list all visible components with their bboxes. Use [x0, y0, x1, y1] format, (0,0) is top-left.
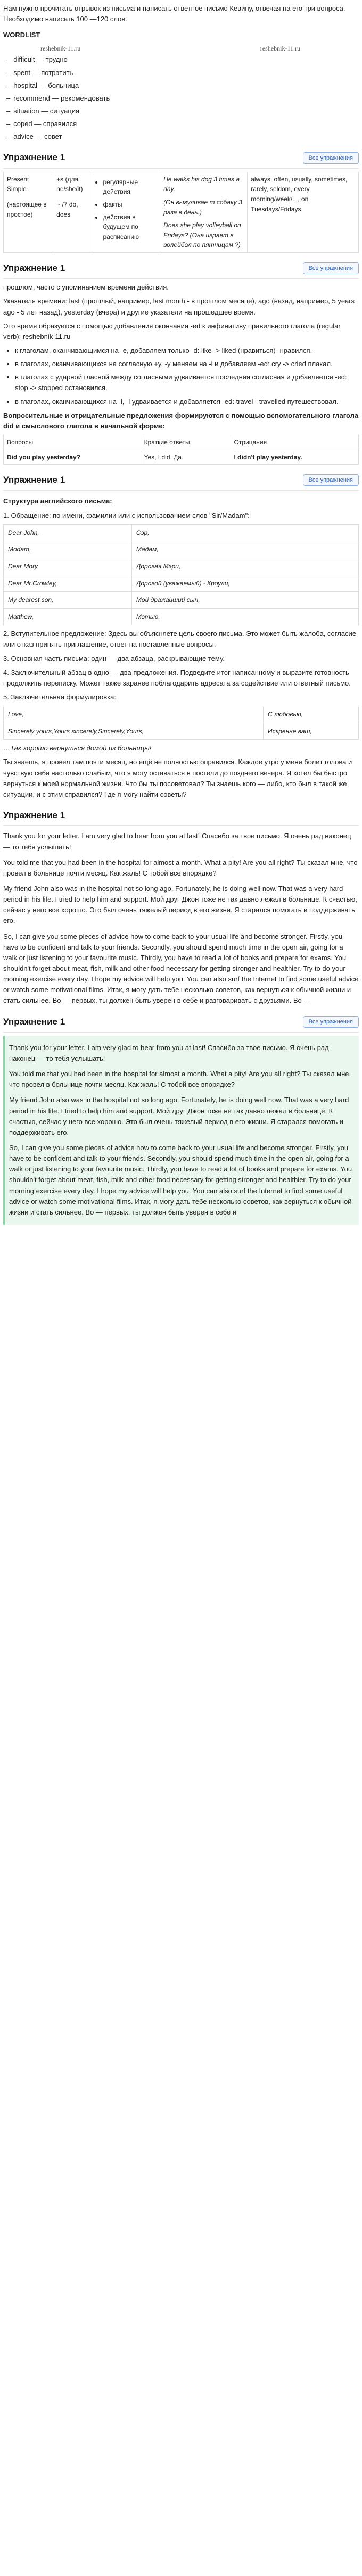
rule-item: • в глаголах, оканчивающихся на согласную +y, -y меняем на -i и добавляем -ed: cry -> cried плакал.: [15, 359, 359, 369]
watermark: reshebnik-11.ru: [260, 45, 300, 53]
vocab-item: – difficult — трудно: [6, 54, 359, 65]
table-header: Отрицания: [231, 435, 358, 450]
tense-name-cell: [4, 172, 53, 252]
task-text: Ты знаешь, я провел там почти месяц, но ещё не полностью оправился. Каждое утро у меня болит голова и чувствую себя настолько слабым, что я могу оставаться в постели до позднего вечера. Я хотел бы быстро вернуться к моей нормальной жизни. Что бы ты посоветовал? Ты знаешь кого — либо, кто был в такой же ситуации, и с этим справился? Где я могу найти советы?: [3, 758, 352, 798]
table-cell: Мадам,: [131, 541, 358, 558]
tense-example: He walks his dog 3 times a day.: [163, 175, 240, 193]
exercise-header: [3, 470, 359, 491]
all-exercises-button[interactable]: Все упражнения: [303, 152, 359, 164]
structure-item: 1. Обращение: по имени, фамилии или с использованием слов "Sir/Madam":: [3, 511, 250, 519]
letter-paragraph: So, I can give you some pieces of advice how to come back to your usual life and become stronger. Firstly, you have to be confident and talk to your friends. Secondly, you should spend much time in the open air, going for a walk or just listening to your favourite music. Thirdly, you have to read a lot of books and prepare for exams. You shouldn't forget about meat, fish, milk and other food necessary for getting stronger and healthier. Try to do your morning exercise every day. I hope my advice will help you. You can also surf the Internet to find some useful advice or watch some motivational films. Итак, я могу дать тебе несколько советов, как вернуться к обычной жизни и стать сильнее. Во — первых, ты должен быть уверен в себе и разговаривать с друзьями. Во —: [3, 932, 359, 1005]
table-cell: Sincerely yours,Yours sincerely,Sincerely,Yours,: [4, 723, 264, 740]
exercise-title: Упражнение 1: [3, 810, 65, 821]
tense-usage: • факты: [103, 200, 157, 210]
tense-example: (Он выгуливае т собаку 3 раза в день.): [163, 198, 242, 216]
tense-examples-cell: [160, 172, 248, 252]
tense-name-ru: (настоящее в простое): [7, 200, 47, 218]
table-header: Вопросы: [4, 435, 141, 450]
exercise-header: [3, 805, 359, 826]
table-cell: Did you play yesterday?: [4, 450, 141, 465]
vocab-item: – hospital — больница: [6, 80, 359, 91]
table-cell: С любовью,: [263, 706, 358, 723]
all-exercises-button[interactable]: Все упражнения: [303, 262, 359, 274]
structure-title: Структура английского письма:: [3, 497, 112, 506]
tense-usage-cell: [92, 172, 160, 252]
letter-paragraph: You told me that you had been in the hospital for almost a month. What a pity! Are you all right? Ты сказал мне, что провел в больнице почти месяц. Как жаль! С тобой все впорядке?: [9, 1070, 351, 1089]
exercise-title: Упражнение 1: [3, 1016, 65, 1027]
past-simple-intro: прошлом, часто с упоминанием времени действия.: [3, 283, 169, 292]
rule-item: • в глаголах с ударной гласной между согласными удваивается последняя согласная и добавляется -ed: stop -> stopped остановился.: [15, 372, 359, 393]
intro-text: Нам нужно прочитать отрывок из письма и написать ответное письмо Кевину, отвечая на его три вопроса. Необходимо написать 100 —120 слов.: [3, 4, 345, 23]
letter-paragraph: My friend John also was in the hospital not so long ago. Fortunately, he is doing well now. That was a very hard period in his life. I tried to help him and support. Мой друг Джон тоже не так давно лежал в больнице. К счастью, сейчас у него все хорошо. Это был очень тяжелый период в его жизни. Я старался помогать и поддерживать его.: [3, 884, 357, 925]
table-cell: Love,: [4, 706, 264, 723]
table-cell: Modam,: [4, 541, 132, 558]
letter-paragraph: So, I can give you some pieces of advice how to come back to your usual life and become stronger. Firstly, you have to be confident and talk to your friends. Secondly, you should spend much time in the open air, going for a walk or just listening to your favourite music. Thirdly, you have to read a lot of books and prepare for exams. You shouldn't forget about meat, fish, milk and other food necessary for getting stronger and healthier. Try to do your morning exercise every day. I hope my advice will help you. You can also surf the Internet to find some useful advice or watch some motivational films. Итак, я могу дать тебе несколько советов, как вернуться к обычной жизни и стать сильнее. Во — первых, ты должен быть уверен в себе и: [9, 1143, 352, 1216]
page: [0, 0, 362, 1225]
table-header: Краткие ответы: [141, 435, 231, 450]
tense-markers-cell: [248, 172, 359, 252]
exercise-title: Упражнение 1: [3, 262, 65, 273]
exercise-header: [3, 147, 359, 168]
table-cell: Дорогая Мэри,: [131, 558, 358, 575]
vocab-item: – advice — совет: [6, 131, 359, 142]
vocab-item: – spent — потратить: [6, 68, 359, 78]
letter-paragraph: You told me that you had been in the hospital for almost a month. What a pity! Are you all right? Ты сказал мне, что провел в больнице почти месяц. Как жаль! С тобой все впорядке?: [3, 858, 358, 877]
wordlist-title: WORDLIST: [3, 31, 40, 39]
letter-paragraph: Thank you for your letter. I am very glad to hear from you at last! Спасибо за твое письмо. Я очень рад наконец — то тебя услышать!: [3, 832, 351, 851]
table-cell: Matthew,: [4, 608, 132, 625]
tense-table: [3, 172, 359, 253]
rule-item: • к глаголам, оканчивающимся на -e, добавляем только -d: like -> liked (нравиться)- нравился.: [15, 345, 359, 356]
past-simple-form: Это время образуется с помощью добавления окончания -ed к инфинитиву правильного глагола (regular verb): reshebnik-11.ru: [3, 321, 341, 341]
vocab-item: – recommend — рекомендовать: [6, 93, 359, 104]
table-cell: My dearest son,: [4, 592, 132, 609]
tense-form-cell: [53, 172, 92, 252]
table-cell: Дорогой (уважаемый)~ Кроули,: [131, 575, 358, 592]
table-cell: I didn't play yesterday.: [231, 450, 358, 465]
vocab-item: – coped — справился: [6, 119, 359, 129]
watermark-row: [3, 44, 359, 52]
past-simple-questions: Вопросительные и отрицательные предложения формируются с помощью вспомогательного глагола did и смыслового глагола в начальной форме:: [3, 411, 359, 430]
task-quote: …Так хорошо вернуться домой из больницы!: [3, 744, 152, 753]
vocab-item: – situation — ситуация: [6, 106, 359, 117]
tense-markers: always, often, usually, sometimes, rarely, seldom, every morning/week/..., on Tuesdays/Fridays: [251, 175, 348, 213]
table-cell: Искренне ваш,: [263, 723, 358, 740]
letter-answer-highlighted: [3, 1036, 359, 1225]
letter-answer: [3, 831, 359, 1006]
tense-form: +s (для he/she/it): [56, 175, 83, 193]
all-exercises-button[interactable]: Все упражнения: [303, 474, 359, 486]
structure-item: 5. Заключительная формулировка:: [3, 693, 116, 701]
table-cell: Cэр,: [131, 524, 358, 541]
rule-item: • в глаголах, оканчивающихся на -l, -l удваивается и добавляется -ed: travel - travelled путешествовал.: [15, 397, 359, 407]
table-cell: Dear Mory,: [4, 558, 132, 575]
closing-table: [3, 706, 359, 740]
past-simple-rules: [3, 345, 359, 407]
tense-usage: • действия в будущем по расписанию: [103, 212, 157, 242]
structure-item: 3. Основная часть письма: один — два абзаца, раскрывающие тему.: [3, 654, 225, 663]
letter-paragraph: Thank you for your letter. I am very glad to hear from you at last! Спасибо за твое письмо. Я очень рад наконец — то тебя услышать!: [9, 1043, 329, 1062]
structure-list: [3, 510, 359, 740]
tense-usage: • регулярные действия: [103, 177, 157, 197]
exercise-title: Упражнение 1: [3, 475, 65, 485]
past-simple-markers: Указателя времени: last (прошлый, например, last month - в прошлом месяце), ago (назад, например, 5 years ago - 5 лет назад), yesterday (вчера) и другие указатели на прошедшее время.: [3, 297, 355, 316]
structure-item: 2. Вступительное предложение: Здесь вы объясняете цель своего письма. Это может быть жалоба, согласие или отказ принять приглашение, ответ на поставленные вопросы.: [3, 630, 357, 649]
all-exercises-button[interactable]: Все упражнения: [303, 1016, 359, 1028]
vocab-list: [3, 54, 359, 142]
watermark: reshebnik-11.ru: [40, 45, 81, 53]
questions-table: [3, 435, 359, 465]
structure-item: 4. Заключительный абзац в одно — два предложения. Подведите итог написанному и выразите готовность продолжить переписку. Может также заранее поблагодарить адресата за содействие или ответный письмо.: [3, 668, 351, 687]
tense-example: Does she play volleyball on Fridays? (Она играет в волейбол по пятницам ?): [163, 221, 241, 249]
table-cell: Мэтью,: [131, 608, 358, 625]
table-cell: Dear Mr.Crowley,: [4, 575, 132, 592]
exercise-title: Упражнение 1: [3, 152, 65, 163]
table-cell: Yes, I did. Да.: [141, 450, 231, 465]
letter-paragraph: My friend John also was in the hospital not so long ago. Fortunately, he is doing well now. That was a very hard period in his life. I tried to help him and support. Мой друг Джон тоже не так давно лежал в больнице. К счастью, сейчас у него все хорошо. Это был очень тяжелый период в его жизни. Я старался помогать и поддерживать его.: [9, 1096, 349, 1136]
exercise-header: [3, 1012, 359, 1033]
tense-form-aux: ~ /7 do, does: [56, 200, 78, 218]
exercise-header: [3, 258, 359, 279]
address-table: [3, 524, 359, 626]
table-cell: Dear John,: [4, 524, 132, 541]
tense-name: Present Simple: [7, 175, 29, 193]
table-cell: Мой дражайший сын,: [131, 592, 358, 609]
